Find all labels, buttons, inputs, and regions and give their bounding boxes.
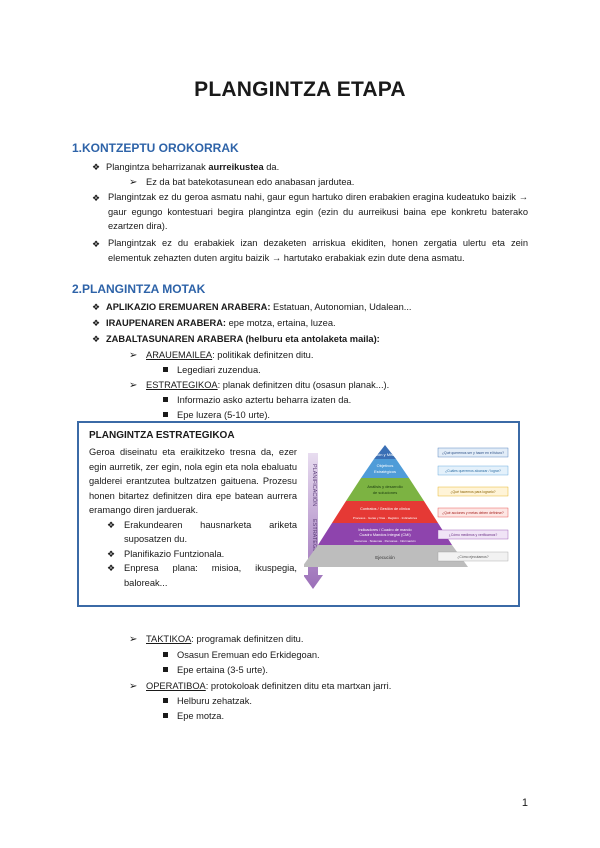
- box-bullet-3: ❖ Enpresa plana: misioa, ikuspegia, baloreak...: [107, 563, 297, 588]
- pyramid-question-5: ¿Cómo medimos y verificamos?: [448, 533, 498, 537]
- box-body: [89, 445, 297, 590]
- item: Informazio asko aztertu beharra izaten da.: [163, 393, 351, 407]
- sub-bullet-1-1: ➢ Ez da bat batekotasunean edo anabasan jardutea.: [129, 177, 355, 188]
- pyramid-sublabel-4: Procesos · Guías y Vías · Registro · Indicadores: [352, 516, 418, 520]
- strategic-planning-box: [77, 421, 520, 607]
- arrow-bullet-icon: ➢: [129, 380, 138, 391]
- diamond-bullet-icon: ❖: [92, 162, 101, 172]
- diamond-bullet-icon: ❖: [92, 193, 101, 203]
- pyramid-label-3b: de soluciones: [372, 490, 398, 495]
- pyramid-label-5a: Indicadores / Cuadro de mando: [358, 528, 412, 532]
- pyramid-label-2b: Estratégicos: [373, 469, 397, 474]
- diamond-bullet-icon: ❖: [92, 302, 101, 312]
- section-heading-2: 2.PLANGINTZA MOTAK: [72, 282, 206, 296]
- diamond-bullet-icon: ❖: [92, 334, 101, 344]
- bullet-2-1: ❖ APLIKAZIO EREMUAREN ARABERA: Estatuan, Autonomian, Udalean...: [92, 302, 412, 312]
- diamond-bullet-icon: ❖: [107, 548, 116, 559]
- arrow-bullet-icon: ➢: [129, 634, 138, 645]
- pyramid-label-2a: Objetivos: [376, 463, 394, 468]
- bullet-1-1: ❖ Plangintza beharrizanak aurreikustea da.: [92, 162, 280, 172]
- item: Epe motza.: [163, 709, 224, 723]
- bullet-2-2: ❖ IRAUPENAREN ARABERA: epe motza, ertaina, luzea.: [92, 318, 336, 328]
- pyramid-label-3a: Análisis y desarrollo: [367, 484, 403, 489]
- item: Helburu zehatzak.: [163, 694, 252, 708]
- pyramid-sublabel-5: Recursos · Sistemas · Personas · Información: [354, 539, 416, 543]
- arrow-label-2: ESTRATEGIA: [311, 519, 317, 554]
- bullet-marker: [92, 237, 106, 251]
- pyramid-question-2: ¿Cuáles queremos alcanzar / lograr?: [445, 469, 501, 473]
- pyramid-label-6: Ejecución: [375, 555, 395, 560]
- pyramid-label-4: Contratos / Gestión de clínica: [360, 507, 410, 511]
- square-bullet-icon: [163, 667, 168, 672]
- pyramid-label-1: Visión y Misión: [371, 452, 399, 457]
- pyramid-question-3: ¿Qué hacemos para lograrlo?: [450, 490, 496, 494]
- item: Osasun Eremuan edo Erkidegoan.: [163, 648, 320, 662]
- arrow-label-1: PLANIFICACIÓN: [311, 464, 317, 507]
- arrow-bullet-icon: ➢: [129, 177, 138, 188]
- square-bullet-icon: [163, 397, 168, 402]
- pyramid-question-4: ¿Qué acciones y metas deben definirse?: [442, 511, 504, 515]
- diamond-bullet-icon: ❖: [92, 318, 101, 328]
- bullet-1-2: Plangintzak ez du geroa asmatu nahi, gaur egun hartuko diren erabakien eragina kudeatuko baizik → gaur egungo kontestuari begira plangintza egin (ezin du aurreikusi baina epe konkretu baterako ezartzen dira).: [108, 192, 528, 231]
- bullet-marker: [92, 191, 106, 205]
- diamond-bullet-icon: ❖: [107, 519, 116, 530]
- bullet-1-3: Plangintzak ez du erabakiek izan dezaketen arriskua ekiditen, honen zergatia ulertu eta zein elementuk zehazten duten argitu baizik → hartutako erabakiak ezin dute dena asmatu.: [108, 238, 528, 263]
- section-heading-1: 1.KONTZEPTU OROKORRAK: [72, 141, 239, 155]
- type-operatiboa: ➢ OPERATIBOA: protokoloak definitzen ditu eta martxan jarri.: [129, 681, 392, 692]
- pyramid-label-5b: Cuadro Mandos Integral (CMI): [359, 533, 411, 537]
- square-bullet-icon: [163, 713, 168, 718]
- pyramid-question-1: ¿Qué queremos ser y hacer en el futuro?: [441, 451, 505, 455]
- page-title: PLANGINTZA ETAPA: [194, 78, 406, 101]
- square-bullet-icon: [163, 698, 168, 703]
- item: Epe luzera (5-10 urte).: [163, 408, 270, 422]
- box-bullet-2: ❖ Planifikazio Funtzionala.: [89, 547, 297, 562]
- diamond-bullet-icon: ❖: [107, 563, 116, 573]
- type-taktikoa: ➢ TAKTIKOA: programak definitzen ditu.: [129, 634, 304, 645]
- type-arauemailea: ➢ ARAUEMAILEA: politikak definitzen ditu.: [129, 350, 314, 361]
- arrow-bullet-icon: ➢: [129, 681, 138, 692]
- bullet-2-3: ❖ ZABALTASUNAREN ARABERA (helburu eta antolaketa maila):: [92, 334, 380, 344]
- square-bullet-icon: [163, 652, 168, 657]
- arrow-bullet-icon: ➢: [129, 350, 138, 361]
- strategy-pyramid-diagram: [304, 439, 514, 607]
- diamond-bullet-icon: ❖: [92, 239, 101, 249]
- page-number: 1: [521, 797, 528, 809]
- item: Epe ertaina (3-5 urte).: [163, 663, 268, 677]
- square-bullet-icon: [163, 367, 168, 372]
- item: Legediari zuzendua.: [163, 363, 261, 377]
- box-bullet-1: ❖ Erakundearen hausnarketa ariketa suposatzen du.: [107, 519, 297, 544]
- pyramid-question-6: ¿Cómo ejecutamos?: [457, 555, 489, 559]
- box-title: PLANGINTZA ESTRATEGIKOA: [89, 430, 235, 441]
- type-estrategikoa: ➢ ESTRATEGIKOA: planak definitzen ditu (osasun planak...).: [129, 380, 390, 391]
- square-bullet-icon: [163, 412, 168, 417]
- box-paragraph: Geroa diseinatu eta eraikitzeko tresna da, ezer egin aurretik, zer egin, nola egin eta nola ebaluatu galderei erantzutea bultzatzen gaituena. Prozesu honen bitartez definitzen dira epe batean aurrera eramango diren jarduerak.: [89, 447, 297, 515]
